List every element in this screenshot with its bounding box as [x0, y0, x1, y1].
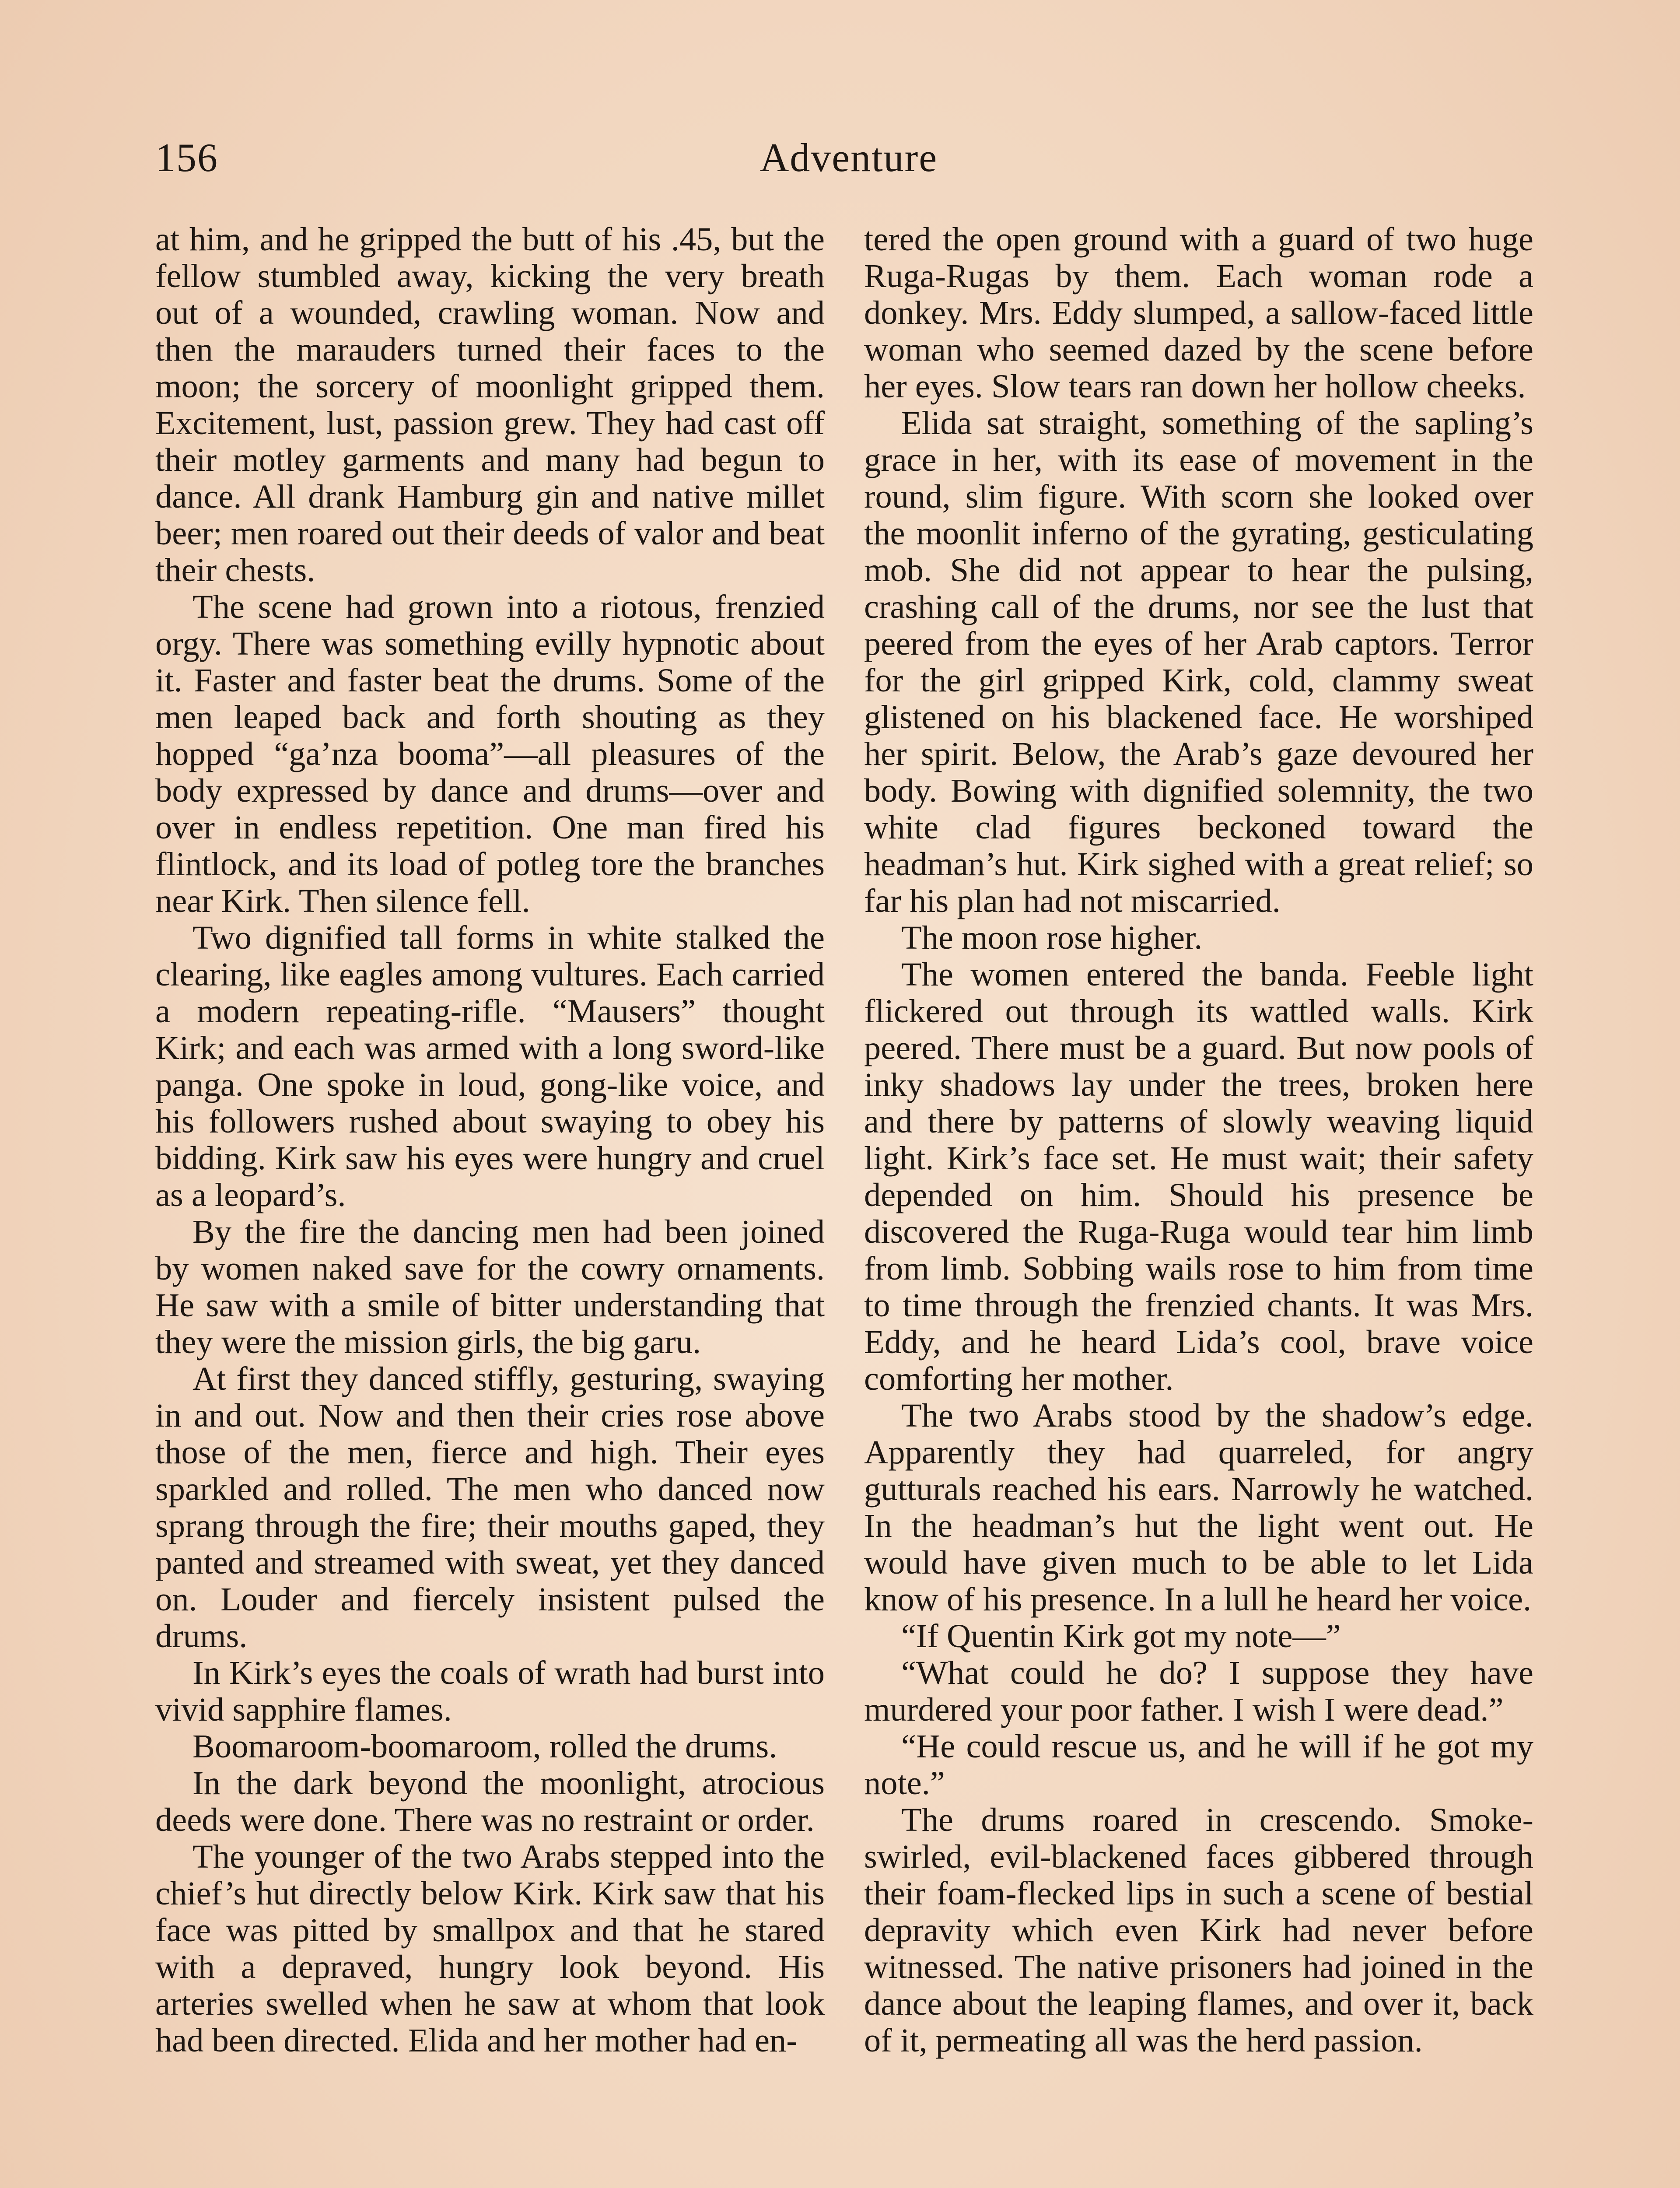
- paragraph: The moon rose higher.: [901, 919, 1203, 956]
- paragraph: In Kirk’s eyes the coals of wrath had burst into vivid sapphire flames.: [155, 1654, 825, 1728]
- paragraph: The younger of the two Arabs stepped into the chief’s hut directly below Kirk. Kirk saw that his face was pitted by smallpox and that he stared with a depraved, hungry look beyond. His arteries swelled when he saw at whom that look had been directed. Elida and her mother had en-: [155, 1838, 825, 2059]
- paragraph: In the dark beyond the moonlight, atrocious deeds were done. There was no restraint or order.: [155, 1764, 825, 1838]
- paragraph: “If Quentin Kirk got my note—”: [901, 1617, 1341, 1655]
- paragraph: The two Arabs stood by the shadow’s edge. Apparently they had quarreled, for angry gutturals reached his ears. Narrowly he watched. In the headman’s hut the light went out. He would have given much to be able to let Lida know of his presence. In a lull he heard her voice.: [864, 1397, 1533, 1618]
- paragraph: “What could he do? I suppose they have murdered your poor father. I wish I were dead.”: [864, 1654, 1533, 1728]
- paragraph: Boomaroom-boomaroom, rolled the drums.: [192, 1728, 777, 1765]
- paragraph: The scene had grown into a riotous, frenzied orgy. There was something evilly hypnotic about it. Faster and faster beat the drums. Some of the men leaped back and forth shouting as they hopped “ga’nza booma”—all pleasures of the body expressed by dance and drums—over and over in endless repetition. One man fired his flintlock, and its load of potleg tore the branches near Kirk. Then silence fell.: [155, 588, 825, 919]
- text-column-right: [864, 221, 1533, 2059]
- paragraph: Elida sat straight, something of the sapling’s grace in her, with its ease of movement in the round, slim figure. With scorn she looked over the moonlit inferno of the gyrating, gesticulating mob. She did not appear to hear the pulsing, crashing call of the drums, nor see the lust that peered from the eyes of her Arab captors. Terror for the girl gripped Kirk, cold, clammy sweat glistened on his blackened face. He worshiped her spirit. Below, the Arab’s gaze devoured her body. Bowing with dignified solemnity, the two white clad figures beckoned toward the headman’s hut. Kirk sighed with a great relief; so far his plan had not miscarried.: [864, 404, 1533, 919]
- text-column-left: [155, 221, 825, 2059]
- paragraph: The drums roared in crescendo. Smoke-swirled, evil-blackened faces gibbered through their foam-flecked lips in such a scene of bestial depravity which even Kirk had never before witnessed. The native prisoners had joined in the dance about the leaping flames, and over it, back of it, permeating all was the herd passion.: [864, 1801, 1533, 2059]
- page-header: [155, 131, 1542, 184]
- paragraph: By the fire the dancing men had been joined by women naked save for the cowry ornaments. He saw with a smile of bitter understanding that they were the mission girls, the big garu.: [155, 1213, 825, 1360]
- running-title: Adventure: [760, 135, 938, 180]
- paragraph: At first they danced stiffly, gesturing, swaying in and out. Now and then their cries rose above those of the men, fierce and high. Their eyes sparkled and rolled. The men who danced now sprang through the fire; their mouths gaped, they panted and streamed with sweat, yet they danced on. Louder and fiercely insistent pulsed the drums.: [155, 1360, 825, 1655]
- paragraph: Two dignified tall forms in white stalked the clearing, like eagles among vultures. Each carried a modern repeating-rifle. “Mausers” thought Kirk; and each was armed with a long sword-like panga. One spoke in loud, gong-like voice, and his followers rushed about swaying to obey his bidding. Kirk saw his eyes were hungry and cruel as a leopard’s.: [155, 919, 825, 1213]
- page-number: 156: [155, 135, 218, 180]
- paragraph: tered the open ground with a guard of two huge Ruga-Rugas by them. Each woman rode a donkey. Mrs. Eddy slumped, a sallow-faced little woman who seemed dazed by the scene before her eyes. Slow tears ran down her hollow cheeks.: [864, 221, 1533, 405]
- paragraph: The women entered the banda. Feeble light flickered out through its wattled walls. Kirk peered. There must be a guard. But now pools of inky shadows lay under the trees, broken here and there by patterns of slowly weaving liquid light. Kirk’s face set. He must wait; their safety depended on him. Should his presence be discovered the Ruga-Ruga would tear him limb from limb. Sobbing wails rose to him from time to time through the frenzied chants. It was Mrs. Eddy, and he heard Lida’s cool, brave voice comforting her mother.: [864, 956, 1533, 1397]
- paragraph: “He could rescue us, and he will if he got my note.”: [864, 1728, 1533, 1802]
- paragraph: at him, and he gripped the butt of his .45, but the fellow stumbled away, kicking the very breath out of a wounded, crawling woman. Now and then the marauders turned their faces to the moon; the sorcery of moonlight gripped them. Excitement, lust, passion grew. They had cast off their motley garments and many had begun to dance. All drank Hamburg gin and native millet beer; men roared out their deeds of valor and beat their chests.: [155, 221, 825, 589]
